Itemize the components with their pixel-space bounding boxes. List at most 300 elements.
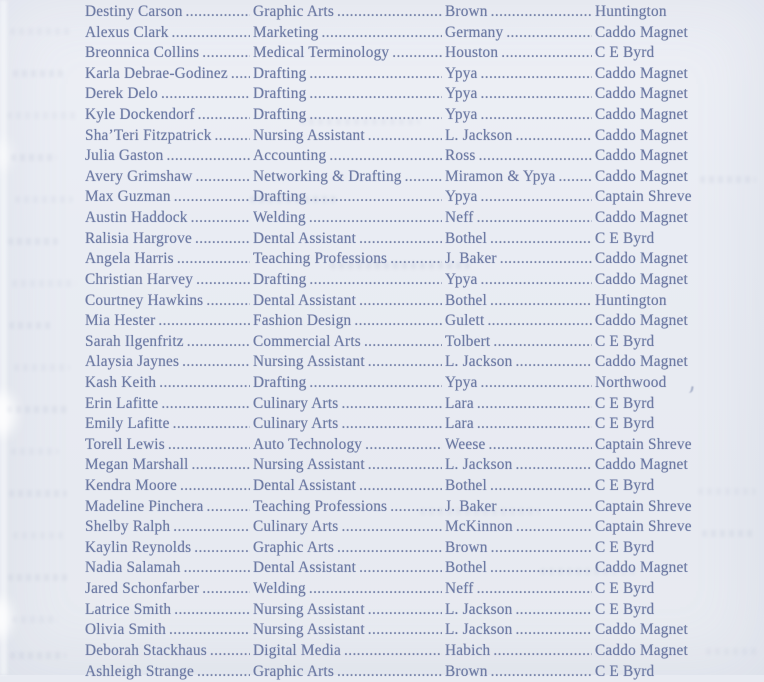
student-name-cell [85,538,253,559]
teacher-name: L. Jackson [445,126,512,147]
dot-leader [202,579,250,600]
dot-leader [368,126,442,147]
roster-row [0,620,764,641]
student-name: Destiny Carson [85,2,183,23]
dot-leader [191,208,250,229]
school-name: Huntington [595,2,667,23]
teacher-cell [445,476,595,497]
program-name: Drafting [253,270,306,291]
school-name: C E Byrd [595,394,654,415]
dot-leader [481,84,592,105]
student-name-cell [85,558,253,579]
school-name: C E Byrd [595,414,654,435]
roster-row [0,126,764,147]
student-name-cell [85,641,253,662]
teacher-cell [445,270,595,291]
dot-leader [196,270,250,291]
student-name-cell [85,23,253,44]
school-cell [595,435,700,456]
school-cell [595,270,700,291]
dot-leader [481,64,592,85]
teacher-name: Gulett [445,311,484,332]
teacher-name: Brown [445,662,488,682]
dot-leader [477,208,592,229]
teacher-name: L. Jackson [445,620,512,641]
teacher-cell [445,43,595,64]
student-name: Ralisia Hargrove [85,229,192,250]
school-cell [595,187,700,208]
teacher-cell [445,23,595,44]
program-cell [253,455,445,476]
dot-leader [477,414,592,435]
school-name: Caddo Magnet [595,270,688,291]
dot-leader [159,373,250,394]
teacher-name: L. Jackson [445,352,512,373]
teacher-name: Germany [445,23,503,44]
dot-leader [359,229,442,250]
dot-leader [354,311,442,332]
teacher-name: Lara [445,414,474,435]
student-name-cell [85,352,253,373]
student-name-cell [85,167,253,188]
dot-leader [215,126,250,147]
school-cell [595,414,700,435]
student-name-cell [85,229,253,250]
roster-row [0,558,764,579]
program-cell [253,84,445,105]
school-cell [595,229,700,250]
dot-leader [481,105,592,126]
school-cell [595,641,700,662]
dot-leader [173,414,250,435]
teacher-cell [445,662,595,682]
roster-row [0,311,764,332]
program-cell [253,538,445,559]
teacher-cell [445,394,595,415]
teacher-name: Ross [445,146,476,167]
teacher-name: Bothel [445,291,487,312]
teacher-cell [445,126,595,147]
program-name: Welding [253,208,306,229]
student-name-cell [85,126,253,147]
school-name: Caddo Magnet [595,620,688,641]
teacher-cell [445,579,595,600]
student-name: Angela Harris [85,249,174,270]
teacher-cell [445,229,595,250]
dot-leader [515,455,592,476]
school-name: Captain Shreve [595,497,692,518]
dot-leader [309,187,442,208]
dot-leader [187,332,250,353]
student-name: Jared Schonfarber [85,579,199,600]
teacher-name: Habich [445,641,490,662]
program-name: Networking & Drafting [253,167,402,188]
program-name: Teaching Professions [253,249,387,270]
student-name-cell [85,2,253,23]
student-name: Alexus Clark [85,23,169,44]
dot-leader [161,394,250,415]
program-name: Auto Technology [253,435,362,456]
roster-row [0,208,764,229]
student-name: Emily Lafitte [85,414,170,435]
dot-leader [172,23,250,44]
school-name: Caddo Magnet [595,558,688,579]
roster-row [0,105,764,126]
roster-row [0,146,764,167]
teacher-name: Ypya [445,64,478,85]
school-name: C E Byrd [595,229,654,250]
dot-leader [309,64,442,85]
teacher-name: Houston [445,43,498,64]
program-name: Fashion Design [253,311,351,332]
dot-leader [173,517,250,538]
school-name: C E Byrd [595,600,654,621]
roster-row [0,352,764,373]
student-name-cell [85,64,253,85]
teacher-name: Ypya [445,373,478,394]
school-name: Caddo Magnet [595,64,688,85]
school-cell [595,167,700,188]
school-cell [595,105,700,126]
teacher-name: J. Baker [445,249,497,270]
teacher-name: Neff [445,579,474,600]
student-name-cell [85,435,253,456]
roster-row [0,332,764,353]
school-name: Caddo Magnet [595,455,688,476]
teacher-cell [445,146,595,167]
program-cell [253,208,445,229]
dot-leader [479,146,592,167]
program-cell [253,64,445,85]
roster-row [0,476,764,497]
roster-row [0,249,764,270]
teacher-name: Bothel [445,476,487,497]
student-name-cell [85,497,253,518]
student-name-cell [85,84,253,105]
school-cell [595,600,700,621]
school-name: Captain Shreve [595,517,692,538]
roster-row [0,43,764,64]
dot-leader [500,497,592,518]
roster-row [0,600,764,621]
student-name-cell [85,455,253,476]
student-name: Breonnica Collins [85,43,199,64]
dot-leader [359,558,442,579]
school-cell [595,249,700,270]
dot-leader [477,394,592,415]
school-name: Caddo Magnet [595,84,688,105]
student-name-cell [85,620,253,641]
program-name: Nursing Assistant [253,352,365,373]
student-name: Avery Grimshaw [85,167,192,188]
dot-leader [558,167,592,188]
dot-leader [491,662,592,682]
dot-leader [364,332,442,353]
school-name: C E Byrd [595,579,654,600]
dot-leader [186,2,250,23]
program-cell [253,517,445,538]
school-cell [595,126,700,147]
roster-row [0,187,764,208]
dot-leader [169,620,250,641]
dot-leader [490,291,592,312]
dot-leader [158,311,250,332]
school-name: Caddo Magnet [595,249,688,270]
program-name: Nursing Assistant [253,126,365,147]
dot-leader [477,579,592,600]
school-name: Caddo Magnet [595,146,688,167]
roster-row [0,497,764,518]
program-name: Drafting [253,84,306,105]
student-name-cell [85,311,253,332]
program-cell [253,620,445,641]
program-name: Dental Assistant [253,291,356,312]
dot-leader [341,394,442,415]
dot-leader [368,455,442,476]
roster-row [0,64,764,85]
dot-leader [490,558,592,579]
teacher-cell [445,291,595,312]
dot-leader [359,291,442,312]
program-cell [253,662,445,682]
program-name: Dental Assistant [253,476,356,497]
student-name: Kendra Moore [85,476,177,497]
school-name: Caddo Magnet [595,311,688,332]
dot-leader [182,352,250,373]
dot-leader [166,146,250,167]
teacher-name: Ypya [445,105,478,126]
program-cell [253,414,445,435]
dot-leader [322,23,442,44]
dot-leader [368,620,442,641]
roster-row [0,2,764,23]
student-name-cell [85,662,253,682]
teacher-cell [445,167,595,188]
program-name: Accounting [253,146,326,167]
teacher-name: Lara [445,394,474,415]
dot-leader [493,332,592,353]
school-name: C E Byrd [595,662,654,682]
student-name: Latrice Smith [85,600,171,621]
program-cell [253,146,445,167]
student-name-cell [85,249,253,270]
dot-leader [184,558,250,579]
teacher-name: Brown [445,2,488,23]
school-name: C E Byrd [595,538,654,559]
program-cell [253,373,445,394]
program-name: Drafting [253,64,306,85]
school-name: Caddo Magnet [595,23,688,44]
school-name: Caddo Magnet [595,208,688,229]
student-name: Torell Lewis [85,435,165,456]
program-name: Drafting [253,187,306,208]
student-name-cell [85,105,253,126]
dot-leader [161,84,250,105]
dot-leader [515,600,592,621]
student-name: Karla Debrae-Godinez [85,64,228,85]
student-name: Megan Marshall [85,455,188,476]
program-name: Commercial Arts [253,332,361,353]
school-cell [595,476,700,497]
school-name: C E Byrd [595,43,654,64]
program-name: Marketing [253,23,319,44]
teacher-cell [445,455,595,476]
roster-row [0,455,764,476]
dot-leader [392,43,442,64]
program-cell [253,394,445,415]
dot-leader [390,249,442,270]
student-name-cell [85,208,253,229]
school-cell [595,662,700,682]
dot-leader [506,23,592,44]
dot-leader [309,373,442,394]
school-name: Caddo Magnet [595,105,688,126]
roster-row [0,394,764,415]
teacher-name: Ypya [445,270,478,291]
teacher-cell [445,558,595,579]
teacher-cell [445,620,595,641]
teacher-name: L. Jackson [445,455,512,476]
student-name: Madeline Pinchera [85,497,204,518]
teacher-cell [445,373,595,394]
school-cell [595,517,700,538]
program-cell [253,332,445,353]
teacher-cell [445,84,595,105]
school-cell [595,579,700,600]
teacher-cell [445,187,595,208]
program-cell [253,352,445,373]
dot-leader [309,105,442,126]
dot-leader [359,476,442,497]
school-cell [595,394,700,415]
program-name: Nursing Assistant [253,620,365,641]
dot-leader [180,476,250,497]
program-cell [253,105,445,126]
program-cell [253,126,445,147]
program-cell [253,600,445,621]
student-name: Alaysia Jaynes [85,352,179,373]
roster-row [0,435,764,456]
student-name: Kaylin Reynolds [85,538,191,559]
school-cell [595,620,700,641]
dot-leader [177,249,250,270]
dot-leader [231,64,250,85]
dot-leader [405,167,442,188]
program-cell [253,291,445,312]
student-name-cell [85,600,253,621]
teacher-cell [445,64,595,85]
dot-leader [202,43,250,64]
dot-leader [174,600,250,621]
dot-leader [365,435,442,456]
teacher-cell [445,538,595,559]
dot-leader [174,187,250,208]
dot-leader [309,84,442,105]
program-cell [253,435,445,456]
program-name: Drafting [253,105,306,126]
school-name: C E Byrd [595,476,654,497]
program-name: Nursing Assistant [253,600,365,621]
dot-leader [194,538,250,559]
student-name: Derek Delo [85,84,158,105]
school-name: Captain Shreve [595,435,692,456]
dot-leader [206,291,250,312]
dot-leader [500,249,592,270]
teacher-name: L. Jackson [445,600,512,621]
dot-leader [195,229,250,250]
school-name: Caddo Magnet [595,167,688,188]
program-cell [253,187,445,208]
program-name: Medical Terminology [253,43,389,64]
student-name: Ashleigh Strange [85,662,194,682]
program-cell [253,167,445,188]
dot-leader [329,146,442,167]
dot-leader [490,229,592,250]
teacher-cell [445,332,595,353]
school-cell [595,497,700,518]
student-name-cell [85,373,253,394]
dot-leader [198,105,250,126]
dot-leader [168,435,250,456]
roster-row [0,291,764,312]
teacher-cell [445,249,595,270]
dot-leader [493,641,592,662]
teacher-name: Neff [445,208,474,229]
student-name: Nadia Salamah [85,558,181,579]
school-cell [595,455,700,476]
dot-leader [501,43,592,64]
program-cell [253,270,445,291]
teacher-cell [445,352,595,373]
student-name-cell [85,187,253,208]
dot-leader [337,538,442,559]
program-name: Teaching Professions [253,497,387,518]
program-name: Dental Assistant [253,229,356,250]
school-cell [595,208,700,229]
dot-leader [309,579,442,600]
program-cell [253,476,445,497]
dot-leader [489,435,592,456]
school-cell [595,64,700,85]
dot-leader [491,2,592,23]
dot-leader [337,662,442,682]
student-name: Sarah Ilgenfritz [85,332,184,353]
teacher-name: Miramon & Ypya [445,167,555,188]
roster-row [0,373,764,394]
teacher-cell [445,641,595,662]
dot-leader [341,414,442,435]
teacher-cell [445,435,595,456]
teacher-name: Brown [445,538,488,559]
teacher-cell [445,414,595,435]
dot-leader [481,270,592,291]
dot-leader [515,352,592,373]
school-cell [595,373,700,394]
program-name: Culinary Arts [253,394,338,415]
program-name: Culinary Arts [253,517,338,538]
dot-leader [390,497,442,518]
student-name-cell [85,270,253,291]
teacher-name: Ypya [445,84,478,105]
roster-row [0,579,764,600]
roster-row [0,538,764,559]
student-name: Austin Haddock [85,208,188,229]
student-name: Shelby Ralph [85,517,170,538]
roster-row [0,167,764,188]
roster-row [0,517,764,538]
dot-leader [210,641,250,662]
school-name: Captain Shreve [595,187,692,208]
